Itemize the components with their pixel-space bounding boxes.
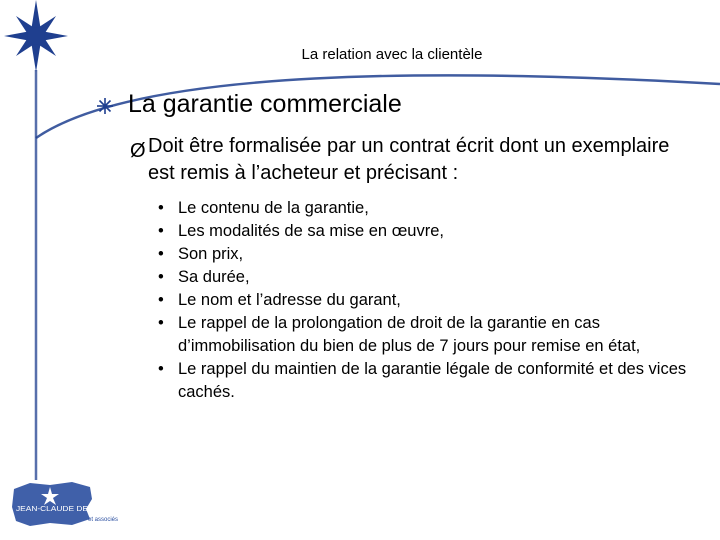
list-item-text: Le rappel du maintien de la garantie légale de conformité et des vices cachés. (178, 360, 687, 401)
bullet-icon: • (158, 268, 164, 286)
list-item (158, 289, 698, 312)
list-item (158, 312, 698, 358)
bullet-icon: • (158, 245, 164, 263)
arrow-bullet-icon: Ø (130, 140, 146, 162)
list-item-text: Sa durée, (178, 268, 250, 286)
list-item-text: Les modalités de sa mise en œuvre, (178, 222, 444, 240)
section-title: La garantie commerciale (128, 90, 402, 118)
list-item (158, 243, 698, 266)
list-item (158, 197, 698, 220)
list-item-text: Le rappel de la prolongation de droit de la garantie en cas d’immobilisation du bien de plus de 7 jours pour remise en état, (178, 314, 641, 355)
section-bullet-icon (96, 97, 114, 115)
list-item-text: Son prix, (178, 245, 244, 263)
bullet-icon: • (158, 222, 164, 240)
logo-sub-text: et associés (88, 517, 119, 523)
list-item-text: Le contenu de la garantie, (178, 199, 369, 217)
header-title: La relation avec la clientèle (301, 46, 483, 63)
bullet-icon: • (158, 199, 164, 217)
logo-name-text: JEAN-CLAUDE DE COULON (16, 504, 126, 513)
bullet-icon: • (158, 291, 164, 309)
list-item (158, 220, 698, 243)
subpoint-text: Doit être formalisée par un contrat écrit dont un exemplaire est remis à l’acheteur et précisant : (148, 135, 670, 184)
company-logo (10, 481, 132, 527)
bullet-icon: • (158, 314, 164, 332)
list-item-text: Le nom et l’adresse du garant, (178, 291, 401, 309)
details-list (158, 197, 698, 404)
list-item (158, 358, 698, 404)
list-item (158, 266, 698, 289)
bullet-icon: • (158, 360, 164, 378)
